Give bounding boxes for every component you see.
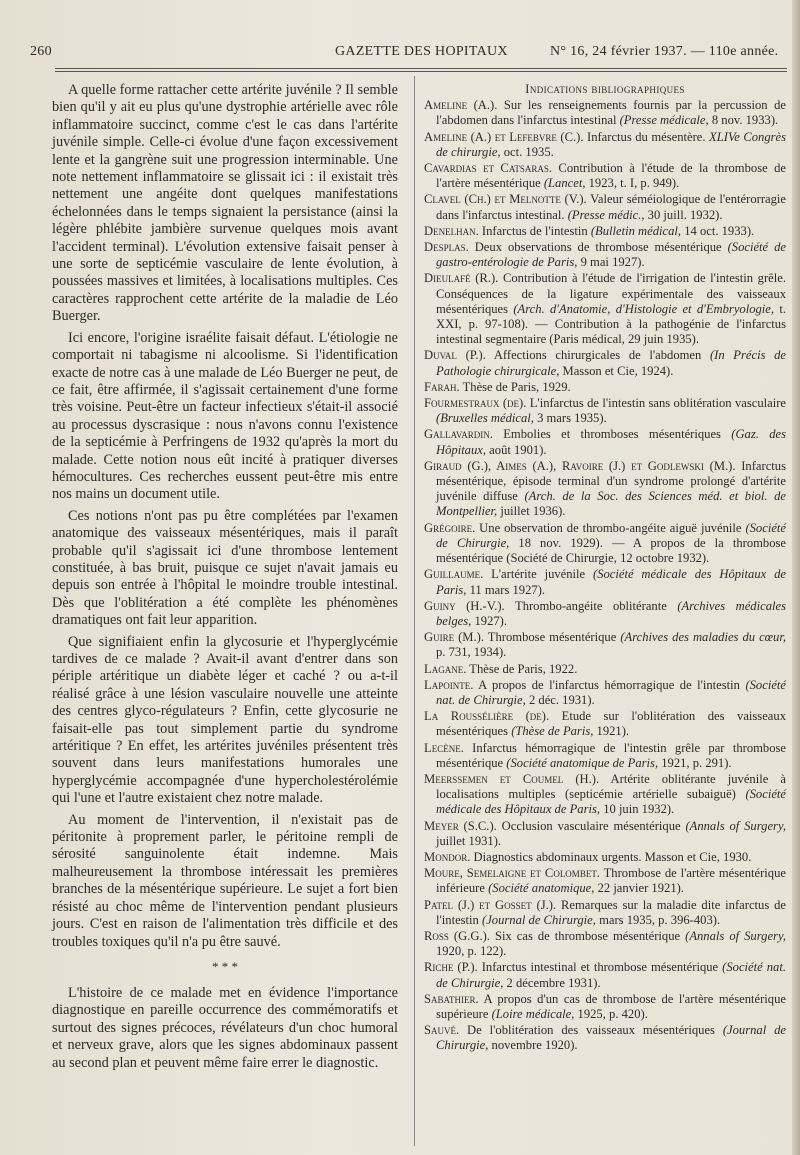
ref-text: Thrombose de l'artère mésentérique inférieure <box>436 866 786 896</box>
ref-details: 9 mai 1927). <box>577 255 645 270</box>
ref-author: Ameline (A.). <box>424 98 498 113</box>
ref-author: Meerssemen et Coumel (H.). <box>424 771 600 786</box>
bibliography-entry <box>424 240 786 270</box>
column-divider <box>414 76 415 1146</box>
bibliography-entry <box>424 898 786 928</box>
ref-text: Artérite oblitérante juvénile à localisations multiples (septicémie artérielle subaiguë) <box>436 771 786 802</box>
ref-details: p. 731, 1934). <box>436 645 507 660</box>
ref-author: Lapointe. <box>424 677 474 692</box>
ref-source: (Presse médicale, <box>619 113 709 128</box>
ref-author: Cavardias et Catsaras. <box>424 161 552 176</box>
ref-source: (Loire médicale, <box>491 1006 575 1021</box>
ref-source: (Presse médic., <box>567 207 645 222</box>
ref-source: (Bruxelles médical, <box>436 411 534 426</box>
ref-author: Gallavardin. <box>424 427 493 442</box>
ref-text: Occlusion vasculaire mésentérique <box>496 818 686 833</box>
bibliography-entry <box>424 678 786 708</box>
ref-source: (Lancet, <box>543 176 586 191</box>
ref-text: Thrombose mésentérique <box>484 630 621 645</box>
ref-details: 8 nov. 1933). <box>708 113 779 128</box>
ref-details: t. XXI, p. 97-108). — Contribution à la pathogénie de l'infarctus intestinal segmentaire (Paris médical, 29 juin 1935). <box>436 301 786 347</box>
bibliography-entry <box>424 459 786 520</box>
bibliography-entry <box>424 161 786 191</box>
bibliography-list <box>424 98 786 1053</box>
ref-author: Farah. <box>424 379 460 394</box>
ref-text: Affections chirurgicales de l'abdomen <box>485 348 710 363</box>
header-rule <box>55 68 787 72</box>
ref-source: (Société médicale des Hôpitaux de Paris, <box>436 787 786 817</box>
ref-source: (Société nat. de Chirurgie, <box>436 960 786 990</box>
ref-text: Diagnostics abdominaux urgents. Masson et Cie, 1930. <box>470 849 752 864</box>
ref-details: oct. 1935. <box>500 144 554 159</box>
bibliography-entry <box>424 662 786 677</box>
ref-source: (Société médicale des Hôpitaux de Paris, <box>436 567 786 597</box>
paragraph: Ici encore, l'origine israélite faisait défaut. L'étiologie ne comportait ni tabagisme ni alcoolisme. Si l'identification exacte de notre cas à une malade de Léo Buerger ne peut, de ce fait, être affirmée, il s'agissait certainement d'une forme très voisine. Peut-être un facteur infectieux s'était-il associé au processus dyscrasique : nous n'avons connu l'existence de la septicémie à Perfringens de 1932 qu'après la mort du malade. Cette notion nous eût incité à pratiquer diverses hémocultures. Ces recherches eussent peut-être mis entre nos mains un document utile. <box>52 329 398 503</box>
ref-source: (Arch. de la Soc. des Sciences méd. et biol. de Montpellier, <box>436 489 786 519</box>
ref-text: Sur les renseignements fournis par la percussion de l'abdomen dans l'infarctus intestinal <box>436 98 786 128</box>
ref-details: 2 décembre 1931). <box>503 975 601 990</box>
ref-text: Infarctus du mésentère. <box>583 129 710 144</box>
bibliography-entry <box>424 992 786 1022</box>
ref-text: Six cas de thrombose mésentérique <box>489 928 686 943</box>
issue-info: N° 16, 24 février 1937. — 110e année. <box>550 44 779 59</box>
ref-text: L'infarctus de l'intestin sans oblitération vasculaire <box>526 396 786 411</box>
bibliography-title: Indications bibliographiques <box>525 82 685 96</box>
ref-details: 14 oct. 1933). <box>681 223 755 238</box>
ref-text: Infarctus intestinal et thrombose mésentérique <box>477 960 723 975</box>
bibliography-entry <box>424 271 786 347</box>
ref-text: Contribution à l'étude de la thrombose de l'artère mésentérique <box>436 161 787 191</box>
journal-title: GAZETTE DES HOPITAUX <box>335 44 508 59</box>
ref-text: Valeur séméiologique de l'entérorragie dans l'infarctus intestinal. <box>436 192 786 222</box>
ref-details: 1920, p. 122). <box>436 944 507 959</box>
paragraph: Que signifiaient enfin la glycosurie et l'hyperglycémie tardives de ce malade ? Avait-il avant d'entrer dans son périple artéritique un diabète léger et caché ? ou a-t-il réalisé grâce à une lésion vasculaire nouvelle une atteinte des centres glyco-régulateurs ? Enfin, cette glycosurie ne faisait-elle pas tout simplement partie du syndrome artéritique ? En effet, les artérites juvéniles présentent très souvent dans leurs manifestations humorales une hyperglycémie accompagnée d'une hypercholestérolémie qui l'une et l'autre existaient chez notre malade. <box>52 633 398 807</box>
ref-details: 1921). <box>593 724 630 739</box>
ref-details: août 1901). <box>486 442 547 457</box>
ref-author: Grégoire. <box>424 520 476 535</box>
ref-source: (Annals of Surgery, <box>685 928 786 943</box>
bibliography-entry <box>424 741 786 771</box>
ref-author: Mondor. <box>424 849 471 864</box>
ref-author: Dieulafé (R.). <box>424 271 499 286</box>
ref-text: Embolies et thromboses mésentériques <box>492 427 732 442</box>
bibliography-entry <box>424 130 786 160</box>
ref-author: Ross (G.G.). <box>424 928 490 943</box>
ref-source: (Bulletin médical, <box>590 223 682 238</box>
bibliography-entry <box>424 1023 786 1053</box>
section-separator: * * * <box>212 958 238 974</box>
ref-source: (Société de Chirurgie, <box>436 520 786 550</box>
ref-author: Sabathier. <box>424 991 479 1006</box>
page-header <box>30 44 792 66</box>
bibliography-entry <box>424 98 786 128</box>
ref-author: Guiny (H.-V.). <box>424 598 505 613</box>
bibliography-entry <box>424 427 786 457</box>
ref-details: 3 mars 1935). <box>533 411 607 426</box>
ref-author: Guillaume. <box>424 567 484 582</box>
ref-details: 18 nov. 1929). — A propos de la thrombose mésentérique (Société de Chirurgie, 12 octobre 1932). <box>436 535 786 566</box>
ref-author: La Roussélière (de). <box>424 709 550 724</box>
ref-source: (Journal de Chirurgie, <box>482 912 596 927</box>
bibliography-entry <box>424 819 786 849</box>
ref-details: juillet 1931). <box>436 833 502 848</box>
ref-text: Infarctus hémorragique de l'intestin grêle par thrombose mésentérique <box>436 740 786 770</box>
ref-source: (Archives des maladies du cœur, <box>620 630 787 645</box>
ref-author: Sauvé. <box>424 1023 460 1038</box>
ref-author: Lecène. <box>424 740 464 755</box>
page-edge <box>792 0 800 1155</box>
bibliography-entry <box>424 866 786 896</box>
ref-author: Duval (P.). <box>424 348 486 363</box>
ref-text: Infarctus de l'intestin <box>478 223 591 238</box>
bibliography-entry <box>424 709 786 739</box>
ref-source: (Arch. d'Anatomie, d'Histologie et d'Embryologie, <box>513 301 775 316</box>
closing-paragraph: L'histoire de ce malade met en évidence l'importance diagnostique en pareille occurrence des commémoratifs et surtout des signes précoces, révélateurs d'un choc humoral et nerveux grave, alors que les signes abdominaux passent au second plan et peuvent même faire errer le diagnostic. <box>52 984 398 1071</box>
ref-text: Thèse de Paris, 1929. <box>459 379 571 394</box>
bibliography-entry <box>424 380 786 395</box>
bibliography-entry <box>424 396 786 426</box>
ref-source: (Journal de Chirurgie, <box>436 1023 786 1053</box>
ref-source: (Société de gastro-entérologie de Paris, <box>436 240 786 270</box>
ref-text: Etude sur l'oblitération des vaisseaux mésentériques <box>436 709 786 739</box>
ref-author: Guire (M.). <box>424 630 484 645</box>
ref-details: Masson et Cie, 1924). <box>559 363 674 378</box>
ref-source: (Société anatomique, <box>488 881 595 896</box>
bibliography-entry <box>424 929 786 959</box>
ref-source: (Société anatomique de Paris, <box>506 755 659 770</box>
ref-source: (Archives médicales belges, <box>436 598 786 628</box>
ref-author: Lagane. <box>424 661 467 676</box>
ref-text: Deux observations de thrombose mésentérique <box>468 240 728 255</box>
ref-details: 22 janvier 1921). <box>594 881 684 896</box>
bibliography-entry <box>424 224 786 239</box>
ref-source: XLIVe Congrès de chirurgie, <box>436 129 787 159</box>
right-column <box>424 82 786 1055</box>
ref-author: Denelhan. <box>424 223 479 238</box>
bibliography-entry <box>424 567 786 597</box>
ref-details: mars 1935, p. 396-403). <box>595 912 721 927</box>
ref-details: 30 juill. 1932). <box>644 207 723 222</box>
paragraph: Au moment de l'intervention, il n'existait pas de péritonite à proprement parler, le péritoine rempli de sérosité sanguinolente était indemne. Mais malheureusement la thrombose intéressait les premières branches de la mésentérique supérieure. Le sujet a fort bien résisté au choc même de l'intervention pendant plusieurs jours. C'est en raison de l'alimentation très difficile et des troubles toxiques qu'il n'a pu être sauvé. <box>52 811 398 950</box>
page-number: 260 <box>30 44 52 59</box>
bibliography-entry <box>424 850 786 865</box>
ref-text: Thèse de Paris, 1922. <box>466 661 578 676</box>
ref-source: (Annals of Surgery, <box>685 818 786 833</box>
ref-author: Clavel (Ch.) et Melnotte (V.). <box>424 192 587 207</box>
left-column <box>52 82 398 1076</box>
ref-source: (Société nat. de Chirurgie, <box>436 677 786 707</box>
ref-author: Ameline (A.) et Lefebvre (C.). <box>424 129 584 144</box>
ref-text: Thrombo-angéite oblitérante <box>504 598 678 613</box>
ref-author: Desplas. <box>424 240 469 255</box>
ref-author: Riche (P.). <box>424 960 478 975</box>
ref-source: (In Précis de Pathologie chirurgicale, <box>436 348 787 378</box>
ref-details: juillet 1936). <box>497 504 566 519</box>
ref-author: Meyer (S.C.). <box>424 818 497 833</box>
ref-details: 1925, p. 420). <box>574 1006 648 1021</box>
ref-author: Giraud (G.), Aimes (A.), Ravoire (J.) et Godlewski (M.). <box>424 458 736 473</box>
ref-author: Moure, Semelaigne et Colombet. <box>424 866 600 881</box>
ref-text: L'artérite juvénile <box>483 567 593 582</box>
paragraph: A quelle forme rattacher cette artérite juvénile ? Il semble bien qu'il y ait eu plus qu'une dystrophie artérielle avec rôle inflammatoire succinct, comme c'est le cas dans l'artérite juvénile simple. Celle-ci évolue d'une façon excessivement lente et la gangrène suit une progression interminable. Une note nettement inflammatoire se glissait ici : il existait très nettement une angéite dont quelques manifestations échelonnées dans le temps signaient la persistance (ainsi la légère phlébite jambière survenue quelques mois avant l'accident terminal). L'évolution extensive faisait penser à une sorte de septicémie vasculaire de lente évolution, à poussées massives et limitées, à localisations multiples. Ces caractères rapprochent cette artérite de la maladie de Léo Buerger. <box>52 82 398 325</box>
ref-text: Une observation de thrombo-angéite aiguë juvénile <box>475 520 746 535</box>
bibliography-entry <box>424 772 786 818</box>
ref-text: Contribution à l'étude de l'irrigation de l'intestin grêle. Conséquences de la ligature expérimentale des vaisseaux mésentériques <box>436 271 786 316</box>
ref-text: De l'oblitération des vaisseaux mésentériques <box>459 1023 723 1038</box>
ref-details: 1921, p. 291). <box>658 755 732 770</box>
ref-author: Patel (J.) et Gosset (J.). <box>424 897 557 912</box>
ref-details: 1923, t. I, p. 949). <box>585 176 680 191</box>
bibliography-entry <box>424 348 786 378</box>
ref-details: 1927). <box>471 613 508 628</box>
ref-text: Infarctus mésentérique, épisode terminal d'un syndrome prolongé d'artérite juvénile diffuse <box>436 458 786 504</box>
ref-text: A propos de l'infarctus hémorragique de l'intestin <box>473 677 746 692</box>
ref-text: A propos d'un cas de thrombose de l'artère mésentérique supérieure <box>436 991 786 1021</box>
ref-details: 2 déc. 1931). <box>525 692 595 707</box>
ref-details: 11 mars 1927). <box>466 582 546 597</box>
ref-author: Fourmestraux (de). <box>424 396 527 411</box>
bibliography-entry <box>424 192 786 222</box>
bibliography-entry <box>424 630 786 660</box>
ref-source: (Thèse de Paris, <box>511 724 594 739</box>
bibliography-entry <box>424 599 786 629</box>
ref-details: 10 juin 1932). <box>600 802 675 817</box>
bibliography-entry <box>424 960 786 990</box>
paragraph: Ces notions n'ont pas pu être complétées par l'examen anatomique des vaisseaux mésentériques, mais il paraît probable qu'il s'agissait ici d'une thrombose lentement constituée, à bas bruit, puisque ce sujet n'avait jamais eu depuis son entrée à l'hôpital le moindre trouble intestinal. Dès que l'oblitération a été complète les phénomènes dramatiques ont fait leur apparition. <box>52 507 398 629</box>
ref-source: (Gaz. des Hôpitaux, <box>436 427 787 457</box>
bibliography-entry <box>424 521 786 567</box>
ref-text: Remarques sur la maladie dite infarctus de l'intestin <box>436 897 786 927</box>
ref-details: novembre 1920). <box>488 1038 578 1053</box>
